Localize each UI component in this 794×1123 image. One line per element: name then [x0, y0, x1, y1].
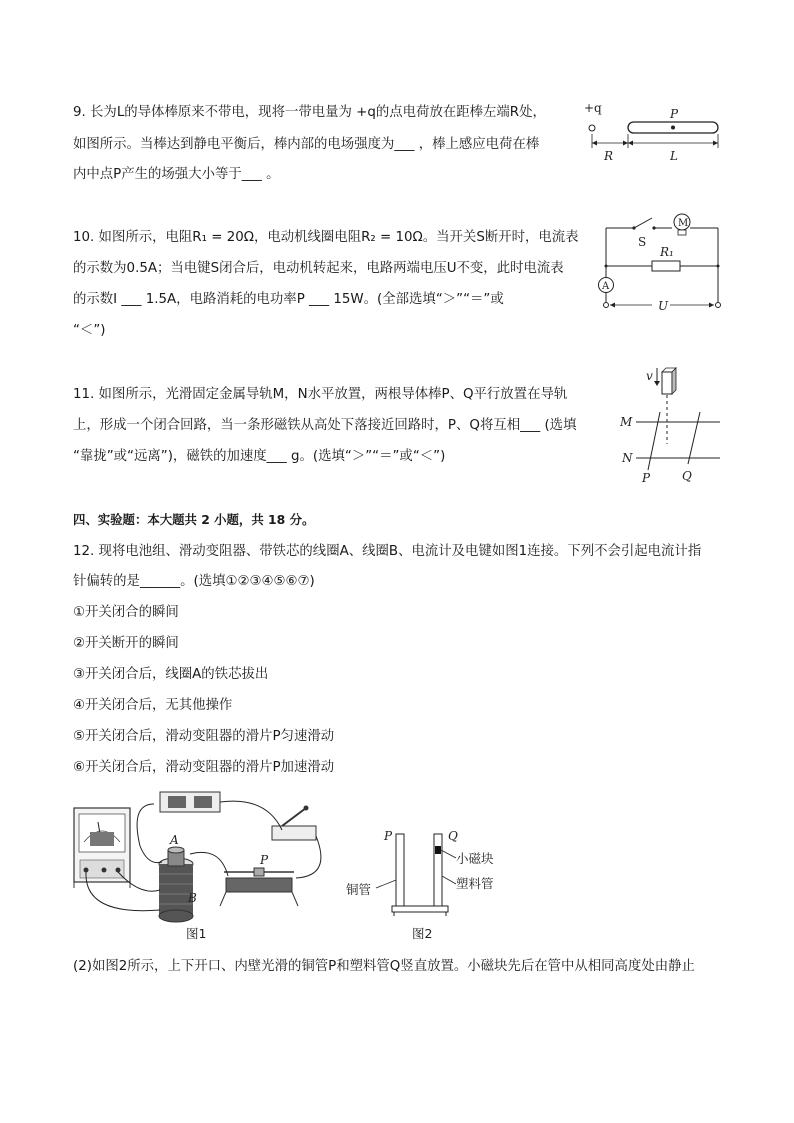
q11-p-label: P: [642, 471, 651, 485]
q11-bar-magnet: [662, 372, 672, 394]
copper-label: 铜管: [346, 882, 372, 897]
battery-pack: [160, 792, 220, 812]
q11-line-1: 11. 如图所示，光滑固定金属导轨M，N水平放置，两根导体棒P、Q平行放置在导轨: [73, 387, 568, 402]
q10-motor-label: M: [678, 218, 689, 229]
q9-l-label: L: [670, 149, 678, 163]
q11-velocity-label: v: [646, 369, 653, 383]
magnet-label: 小磁块: [456, 851, 494, 866]
q11-rail-figure: [616, 364, 724, 486]
q12-line-2: 针偏转的是______。(选填①②③④⑤⑥⑦): [73, 574, 315, 589]
q10-switch-label: S: [638, 235, 647, 249]
q9-midpoint-dot: [671, 126, 675, 130]
q9-charge-label: +q: [584, 101, 602, 115]
q11-m-label: M: [620, 415, 633, 429]
q11-q-label: Q: [682, 469, 692, 483]
copper-tube: [396, 834, 404, 906]
q11-line-3: “靠拢”或“远离”)，磁铁的加速度___ g。(选填“＞”“＝”或“＜”): [73, 449, 446, 464]
q12-figure-2: [344, 826, 510, 946]
figure-1-caption: 图1: [186, 926, 207, 941]
base-stand: [392, 906, 448, 912]
q12-option-3: ③开关闭合后，线圈A的铁芯拔出: [73, 667, 269, 682]
q10-ammeter-label: A: [602, 281, 610, 292]
q9-r-label: R: [604, 149, 614, 163]
q10-line-4: “＜”): [73, 323, 106, 338]
q11-rod-q: [688, 412, 700, 464]
coil-b: [159, 858, 193, 922]
q9-point-label: P: [670, 107, 679, 121]
q12-figure-1: [70, 786, 340, 946]
q9-line-1: 9. 长为L的导体棒原来不带电，现将一带电量为 +q的点电荷放在距棒左端R处，: [73, 105, 546, 120]
figure-2-caption: 图2: [412, 926, 433, 941]
plastic-label: 塑料管: [456, 876, 494, 891]
tube-q-label: Q: [448, 829, 458, 843]
small-magnet: [435, 846, 441, 854]
q12-line-1: 12. 现将电池组、滑动变阻器、带铁芯的线圈A、线圈B、电流计及电键如图1连接。下列不会引起电流计指: [73, 544, 702, 559]
q9-line-3: 内中点P产生的场强大小等于___ 。: [73, 167, 280, 182]
section-heading: 四、实验题：本大题共 2 小题，共 18 分。: [73, 512, 315, 527]
q10-line-1: 10. 如图所示，电阻R₁ = 20Ω，电动机线圈电阻R₂ = 10Ω。当开关S断开时，电流表: [73, 230, 579, 245]
coil-a-label: A: [170, 833, 179, 847]
q11-n-label: N: [622, 451, 633, 465]
q10-resistor-label: R₁: [660, 245, 674, 259]
plastic-tube: [434, 834, 442, 906]
q12-option-1: ①开关闭合的瞬间: [73, 605, 179, 620]
slider-label: P: [260, 853, 269, 867]
q10-switch: [634, 218, 652, 228]
q9-figure: [584, 98, 724, 168]
q11-line-2: 上，形成一个闭合回路，当一条形磁铁从高处下落接近回路时，P、Q将互相___ (选填: [73, 418, 577, 433]
q10-resistor: [652, 261, 680, 271]
coil-b-label: B: [188, 891, 197, 905]
rheostat: [220, 868, 298, 906]
q10-line-2: 的示数为0.5A；当电键S闭合后，电动机转起来，电路两端电压U不变，此时电流表: [73, 261, 564, 276]
q12-option-2: ②开关断开的瞬间: [73, 636, 179, 651]
q10-circuit-figure: [594, 206, 726, 314]
coil-a: [168, 847, 184, 866]
q10-voltage-label: U: [658, 299, 669, 313]
q12-part-2: (2)如图2所示，上下开口、内壁光滑的铜管P和塑料管Q竖直放置。小磁块先后在管中从相同高度处由静止: [73, 959, 695, 974]
q12-option-4: ④开关闭合后，无其他操作: [73, 698, 233, 713]
q9-line-2: 如图所示。当棒达到静电平衡后，棒内部的电场强度为___ ，棒上感应电荷在棒: [73, 137, 540, 152]
q11-rod-p: [648, 412, 660, 470]
tube-p-label: P: [384, 829, 393, 843]
q9-point-charge: [589, 125, 595, 131]
q10-line-3: 的示数I ___ 1.5A，电路消耗的电功率P ___ 15W。(全部选填“＞”“＝”或: [73, 292, 504, 307]
q12-option-6: ⑥开关闭合后，滑动变阻器的滑片P加速滑动: [73, 760, 335, 775]
knife-switch: [272, 806, 316, 841]
q12-option-5: ⑤开关闭合后，滑动变阻器的滑片P匀速滑动: [73, 729, 335, 744]
